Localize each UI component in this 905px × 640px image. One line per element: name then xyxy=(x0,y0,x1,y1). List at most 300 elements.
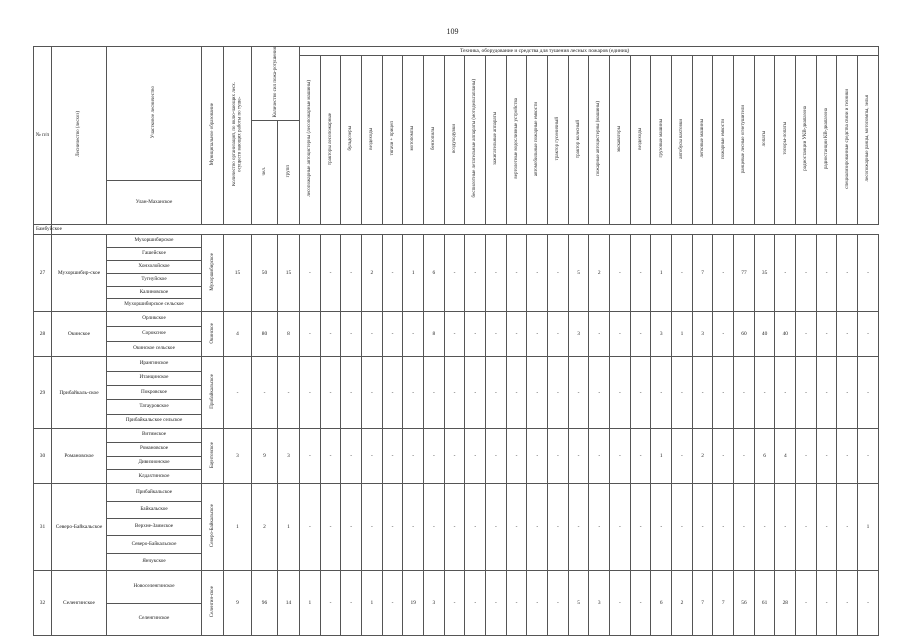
header-equipment-label: лесопожарные автоцистерны (лесопожарные машины) xyxy=(307,80,313,197)
equipment-value: - xyxy=(527,571,548,636)
subdistrict-cell: Окинское сельское xyxy=(107,342,202,357)
equipment-value: 61 xyxy=(754,571,775,636)
row-persons: 50 xyxy=(252,235,278,312)
equipment-value: - xyxy=(630,235,651,312)
equipment-value: - xyxy=(816,235,837,312)
row-num: 30 xyxy=(34,428,52,483)
header-equipment xyxy=(651,56,672,225)
equipment-value: - xyxy=(527,235,548,312)
equipment-value: - xyxy=(465,235,486,312)
row-municipality xyxy=(202,484,224,571)
equipment-value: - xyxy=(320,428,341,483)
header-equipment-label: трактор гусеничный xyxy=(555,117,561,161)
row-persons: - xyxy=(252,357,278,428)
equipment-value: 6 xyxy=(754,428,775,483)
equipment-value: - xyxy=(444,312,465,357)
subdistrict-cell: Селенгинское xyxy=(107,603,202,636)
row-municipality xyxy=(202,312,224,357)
subdistrict-cell: Покровское xyxy=(107,386,202,400)
equipment-value: 6 xyxy=(651,571,672,636)
equipment-value: - xyxy=(403,357,424,428)
row-municipality-label: Окинское xyxy=(209,322,215,344)
header-subdistrict xyxy=(107,47,202,181)
equipment-value: - xyxy=(506,428,527,483)
row-groups: 1 xyxy=(278,484,300,571)
row-district: Романовское xyxy=(52,428,107,483)
equipment-value: - xyxy=(858,235,879,312)
row-org-count: 4 xyxy=(224,312,252,357)
equipment-value: - xyxy=(320,235,341,312)
equipment-value: - xyxy=(341,312,362,357)
header-num xyxy=(34,47,52,225)
equipment-value: - xyxy=(403,428,424,483)
row-district: Мухоршибир-ское xyxy=(52,235,107,312)
equipment-value: - xyxy=(382,484,403,571)
header-equipment-label: легковые машины xyxy=(699,119,705,158)
header-equipment-label: лесопожарные ранцы, мотопомпы, зелья xyxy=(865,95,871,182)
equipment-value: - xyxy=(610,571,631,636)
equipment-value: - xyxy=(382,312,403,357)
header-municipality-label: Муниципальное образование xyxy=(209,103,215,166)
equipment-value: - xyxy=(713,235,734,312)
header-equipment-label: специализированные средства связи и техники xyxy=(844,88,850,189)
equipment-value: 2 xyxy=(692,428,713,483)
row-municipality-label: Мухоршибирское xyxy=(209,253,215,291)
subdistrict-cell: Итанцинское xyxy=(107,371,202,385)
header-equipment xyxy=(444,56,465,225)
header-forces-label: Количество сил пожа-ротушения xyxy=(272,47,278,118)
equipment-value: 5 xyxy=(568,571,589,636)
equipment-value: - xyxy=(672,428,693,483)
row-persons: 96 xyxy=(252,571,278,636)
header-equipment xyxy=(713,56,734,225)
equipment-value: 40 xyxy=(754,312,775,357)
equipment-value: - xyxy=(341,571,362,636)
header-equipment-label: пожарные автоцистерны (машины) xyxy=(596,101,602,177)
header-equipment-label: бульдозеры xyxy=(348,126,354,151)
equipment-value: 1 xyxy=(651,235,672,312)
equipment-value: - xyxy=(713,312,734,357)
equipment-value: - xyxy=(713,357,734,428)
equipment-value: - xyxy=(816,312,837,357)
equipment-value: - xyxy=(362,312,383,357)
subdistrict-cell: Дивизионское xyxy=(107,456,202,470)
row-groups: 15 xyxy=(278,235,300,312)
equipment-value: - xyxy=(610,312,631,357)
header-equipment-label: тягачи + прицеп xyxy=(389,121,395,156)
equipment-value: - xyxy=(589,484,610,571)
subdistrict-cell: Северо-Байкальское xyxy=(107,536,202,553)
equipment-value: - xyxy=(465,484,486,571)
equipment-value: - xyxy=(341,235,362,312)
equipment-value: - xyxy=(382,357,403,428)
equipment-value: - xyxy=(424,428,445,483)
equipment-value: 56 xyxy=(734,571,755,636)
equipment-value: - xyxy=(527,312,548,357)
equipment-value: - xyxy=(692,484,713,571)
equipment-value: - xyxy=(630,428,651,483)
equipment-value: - xyxy=(300,428,321,483)
subdistrict-cell: Прибайкальское xyxy=(107,484,202,501)
equipment-value: - xyxy=(754,484,775,571)
equipment-value: - xyxy=(630,571,651,636)
equipment-value: - xyxy=(610,484,631,571)
equipment-value: - xyxy=(486,312,507,357)
equipment-value: 1 xyxy=(403,235,424,312)
equipment-value: - xyxy=(465,357,486,428)
equipment-value: 8 xyxy=(424,312,445,357)
row-municipality-label: Северо-Байкальское xyxy=(209,504,215,548)
equipment-value: - xyxy=(506,357,527,428)
header-equipment xyxy=(589,56,610,225)
equipment-value: 3 xyxy=(568,312,589,357)
row-org-count: - xyxy=(224,357,252,428)
row-municipality-label: Баунтовское xyxy=(209,441,215,468)
table-row xyxy=(34,484,879,501)
row-groups: 3 xyxy=(278,428,300,483)
header-equipment xyxy=(300,56,321,225)
equipment-value: - xyxy=(816,571,837,636)
equipment-table xyxy=(33,46,879,636)
row-persons: 2 xyxy=(252,484,278,571)
subdistrict-cell: Тугнуйское xyxy=(107,273,202,286)
equipment-value: - xyxy=(610,428,631,483)
equipment-value: - xyxy=(568,484,589,571)
equipment-value: - xyxy=(837,428,858,483)
row-num: 31 xyxy=(34,484,52,571)
equipment-value: 7 xyxy=(713,571,734,636)
equipment-value: 28 xyxy=(775,571,796,636)
subdistrict-cell: Клдахтинское xyxy=(107,470,202,484)
header-equipment xyxy=(403,56,424,225)
equipment-value: - xyxy=(424,357,445,428)
header-equipment xyxy=(816,56,837,225)
equipment-value: - xyxy=(548,235,569,312)
equipment-value: - xyxy=(548,484,569,571)
subdistrict-cell: Янчукское xyxy=(107,553,202,570)
equipment-value: - xyxy=(775,484,796,571)
row-num: 32 xyxy=(34,571,52,636)
equipment-value: - xyxy=(320,312,341,357)
equipment-value: - xyxy=(837,571,858,636)
equipment-value: 6 xyxy=(424,235,445,312)
header-groups-label: групп xyxy=(285,165,291,178)
row-persons: 80 xyxy=(252,312,278,357)
header-subdistrict-label: Участковое лесничество xyxy=(151,86,157,139)
header-equipment xyxy=(568,56,589,225)
equipment-value: 40 xyxy=(775,312,796,357)
equipment-value: 4 xyxy=(775,428,796,483)
equipment-value: - xyxy=(816,428,837,483)
equipment-value: - xyxy=(506,571,527,636)
header-equipment xyxy=(610,56,631,225)
equipment-value: - xyxy=(444,357,465,428)
equipment-value: - xyxy=(796,428,817,483)
equipment-value: - xyxy=(754,357,775,428)
row-org-count: 9 xyxy=(224,571,252,636)
header-equipment xyxy=(796,56,817,225)
equipment-value: - xyxy=(796,312,817,357)
header-equipment-label: зажигательные аппараты xyxy=(493,112,499,166)
subdistrict-cell: Калиновское xyxy=(107,286,202,299)
header-persons-label: чел. xyxy=(261,167,267,176)
table-row xyxy=(34,357,879,371)
header-equipment xyxy=(837,56,858,225)
header-equipment xyxy=(465,56,486,225)
equipment-value: - xyxy=(796,484,817,571)
header-equipment xyxy=(775,56,796,225)
equipment-value: - xyxy=(506,312,527,357)
equipment-value: 2 xyxy=(672,571,693,636)
equipment-value: - xyxy=(568,357,589,428)
header-org-count-label: Количество организаций, по вклю-чающих лесх. осуществ вающих работы по туше- xyxy=(232,82,243,187)
equipment-value: - xyxy=(527,428,548,483)
equipment-value: - xyxy=(382,571,403,636)
equipment-value: - xyxy=(713,428,734,483)
subdistrict-cell: Байкальское xyxy=(107,501,202,518)
equipment-value: - xyxy=(506,235,527,312)
equipment-value: - xyxy=(300,235,321,312)
subdistrict-cell: Гашейское xyxy=(107,248,202,261)
table-row xyxy=(34,428,879,442)
equipment-value: - xyxy=(548,312,569,357)
equipment-value: 5 xyxy=(568,235,589,312)
equipment-value: - xyxy=(816,484,837,571)
equipment-value: - xyxy=(382,428,403,483)
header-equipment xyxy=(362,56,383,225)
equipment-value: - xyxy=(796,235,817,312)
equipment-value: - xyxy=(672,484,693,571)
equipment-value: 3 xyxy=(589,571,610,636)
row-org-count: 1 xyxy=(224,484,252,571)
row-municipality-label: Прибайкальское xyxy=(209,373,215,409)
equipment-value: - xyxy=(320,571,341,636)
equipment-value: 2 xyxy=(589,235,610,312)
header-equipment xyxy=(382,56,403,225)
row-district: Северо-Байкальское xyxy=(52,484,107,571)
row-num: 29 xyxy=(34,357,52,428)
equipment-value: - xyxy=(341,484,362,571)
equipment-value: - xyxy=(341,428,362,483)
equipment-value: - xyxy=(320,357,341,428)
header-equipment-label: мотопомпы xyxy=(410,126,416,151)
equipment-value: 1 xyxy=(858,484,879,571)
row-groups: 14 xyxy=(278,571,300,636)
equipment-value: - xyxy=(465,312,486,357)
subdistrict-cell: Витимское xyxy=(107,428,202,442)
row-district: Окинское xyxy=(52,312,107,357)
row-district: Прибайкаль-ское xyxy=(52,357,107,428)
header-equipment-label: бензопилы xyxy=(431,127,437,151)
equipment-value: - xyxy=(444,235,465,312)
equipment-value: - xyxy=(816,357,837,428)
subdistrict-cell: Сороксное xyxy=(107,327,202,342)
row-municipality-label: Селенгин-ское xyxy=(209,586,215,618)
equipment-value: - xyxy=(362,428,383,483)
header-equipment-label: радиостанции УКВ-диапазона xyxy=(803,106,809,172)
equipment-value: - xyxy=(734,357,755,428)
header-equipment-label: ранцевые лесные огнетушители xyxy=(741,104,747,173)
equipment-value: - xyxy=(589,357,610,428)
header-equipment-label: тракторы лесопожарные xyxy=(327,112,333,165)
subdistrict-cell: Ирангинское xyxy=(107,357,202,371)
equipment-value: - xyxy=(672,235,693,312)
header-equipment xyxy=(506,56,527,225)
header-equipment-label: экскаваторы xyxy=(617,125,623,152)
row-municipality xyxy=(202,357,224,428)
equipment-value: - xyxy=(444,484,465,571)
subdistrict-cell: Улан-Маханское xyxy=(107,181,202,225)
equipment-value: - xyxy=(858,571,879,636)
equipment-value: - xyxy=(486,357,507,428)
equipment-value: 1 xyxy=(300,571,321,636)
equipment-value: - xyxy=(630,357,651,428)
equipment-value: - xyxy=(444,428,465,483)
equipment-value: 3 xyxy=(424,571,445,636)
header-equipment-label: лопаты xyxy=(761,131,767,147)
header-equipment-label: автомобильные пожарные емкости xyxy=(534,101,540,176)
header-tech-title: Техника, оборудование и средства для тушения лесных пожаров (единиц) xyxy=(300,47,879,56)
header-equipment-label: вездеходы xyxy=(637,127,643,150)
subdistrict-cell: Орликское xyxy=(107,312,202,327)
equipment-value: - xyxy=(651,484,672,571)
row-num: 28 xyxy=(34,312,52,357)
header-equipment xyxy=(486,56,507,225)
equipment-value: - xyxy=(486,484,507,571)
header-org-count xyxy=(224,47,252,225)
equipment-value: - xyxy=(775,235,796,312)
equipment-value: 19 xyxy=(403,571,424,636)
header-forces xyxy=(252,47,300,121)
equipment-value: - xyxy=(506,484,527,571)
equipment-value: - xyxy=(837,312,858,357)
equipment-value: - xyxy=(548,428,569,483)
equipment-value: - xyxy=(341,357,362,428)
equipment-value: - xyxy=(630,484,651,571)
header-equipment xyxy=(692,56,713,225)
equipment-value: - xyxy=(382,235,403,312)
equipment-value: 3 xyxy=(692,312,713,357)
equipment-value: - xyxy=(589,428,610,483)
subdistrict-cell: Хонхолойское xyxy=(107,260,202,273)
table-row xyxy=(34,312,879,327)
header-equipment-label: топоры-лопаты xyxy=(782,122,788,155)
header-equipment-label: вездеходы xyxy=(369,127,375,150)
subdistrict-cell: Новоселенгинское xyxy=(107,571,202,603)
equipment-value: - xyxy=(796,357,817,428)
equipment-value: - xyxy=(362,357,383,428)
equipment-value: - xyxy=(568,428,589,483)
table-row xyxy=(34,235,879,248)
row-municipality xyxy=(202,571,224,636)
subdistrict-cell: Татауровское xyxy=(107,400,202,414)
row-org-count: 3 xyxy=(224,428,252,483)
equipment-value: - xyxy=(300,357,321,428)
header-equipment xyxy=(754,56,775,225)
header-equipment xyxy=(527,56,548,225)
equipment-value: - xyxy=(444,571,465,636)
equipment-value: - xyxy=(610,235,631,312)
equipment-value: - xyxy=(589,312,610,357)
row-org-count: 15 xyxy=(224,235,252,312)
equipment-value: 1 xyxy=(651,428,672,483)
equipment-value: 60 xyxy=(734,312,755,357)
equipment-value: - xyxy=(734,428,755,483)
equipment-value: - xyxy=(362,484,383,571)
equipment-value: - xyxy=(403,484,424,571)
row-persons: 9 xyxy=(252,428,278,483)
header-equipment xyxy=(858,56,879,225)
equipment-value: - xyxy=(320,484,341,571)
equipment-value: 1 xyxy=(362,571,383,636)
equipment-value: - xyxy=(486,428,507,483)
subdistrict-cell: Романовское xyxy=(107,442,202,456)
header-groups xyxy=(278,121,300,225)
equipment-value: - xyxy=(713,484,734,571)
equipment-value: - xyxy=(858,312,879,357)
equipment-value: - xyxy=(610,357,631,428)
equipment-value: - xyxy=(486,571,507,636)
equipment-value: 77 xyxy=(734,235,755,312)
row-municipality xyxy=(202,235,224,312)
table-row xyxy=(34,571,879,603)
header-equipment-label: воздуходувки xyxy=(451,124,457,154)
equipment-value: - xyxy=(692,357,713,428)
equipment-value: - xyxy=(424,484,445,571)
header-equipment xyxy=(341,56,362,225)
row-municipality xyxy=(202,428,224,483)
equipment-value: 1 xyxy=(672,312,693,357)
header-persons xyxy=(252,121,278,225)
equipment-value: - xyxy=(300,312,321,357)
subdistrict-cell: Бамбуйское xyxy=(34,225,52,235)
equipment-value: 7 xyxy=(692,235,713,312)
row-groups: - xyxy=(278,357,300,428)
header-equipment xyxy=(630,56,651,225)
equipment-value: - xyxy=(775,357,796,428)
header-equipment-label: автобусы вахтовки xyxy=(679,118,685,159)
equipment-value: - xyxy=(837,357,858,428)
equipment-value: - xyxy=(465,571,486,636)
equipment-value: - xyxy=(858,428,879,483)
row-district: Селенгинское xyxy=(52,571,107,636)
page-number: 109 xyxy=(446,27,459,36)
equipment-value: - xyxy=(630,312,651,357)
equipment-value: - xyxy=(548,571,569,636)
header-equipment-label: беспилотные летательные аппараты (мотодельтапланы) xyxy=(472,79,478,198)
header-equipment xyxy=(424,56,445,225)
equipment-value: - xyxy=(486,235,507,312)
equipment-value: - xyxy=(527,484,548,571)
subdistrict-cell: Верхне-Заимское xyxy=(107,519,202,536)
equipment-value: - xyxy=(837,484,858,571)
equipment-value: - xyxy=(796,571,817,636)
subdistrict-cell: Мухоршибирское xyxy=(107,235,202,248)
subdistrict-cell: Прибайкальское сельское xyxy=(107,414,202,428)
equipment-value: 7 xyxy=(692,571,713,636)
equipment-value: - xyxy=(548,357,569,428)
header-equipment xyxy=(320,56,341,225)
equipment-value: - xyxy=(527,357,548,428)
equipment-value: - xyxy=(858,357,879,428)
row-num: 27 xyxy=(34,235,52,312)
equipment-value: - xyxy=(403,312,424,357)
equipment-value: - xyxy=(734,484,755,571)
subdistrict-cell: Мухоршибирское сельское xyxy=(107,299,202,312)
row-groups: 8 xyxy=(278,312,300,357)
equipment-value: 2 xyxy=(362,235,383,312)
equipment-value: 35 xyxy=(754,235,775,312)
